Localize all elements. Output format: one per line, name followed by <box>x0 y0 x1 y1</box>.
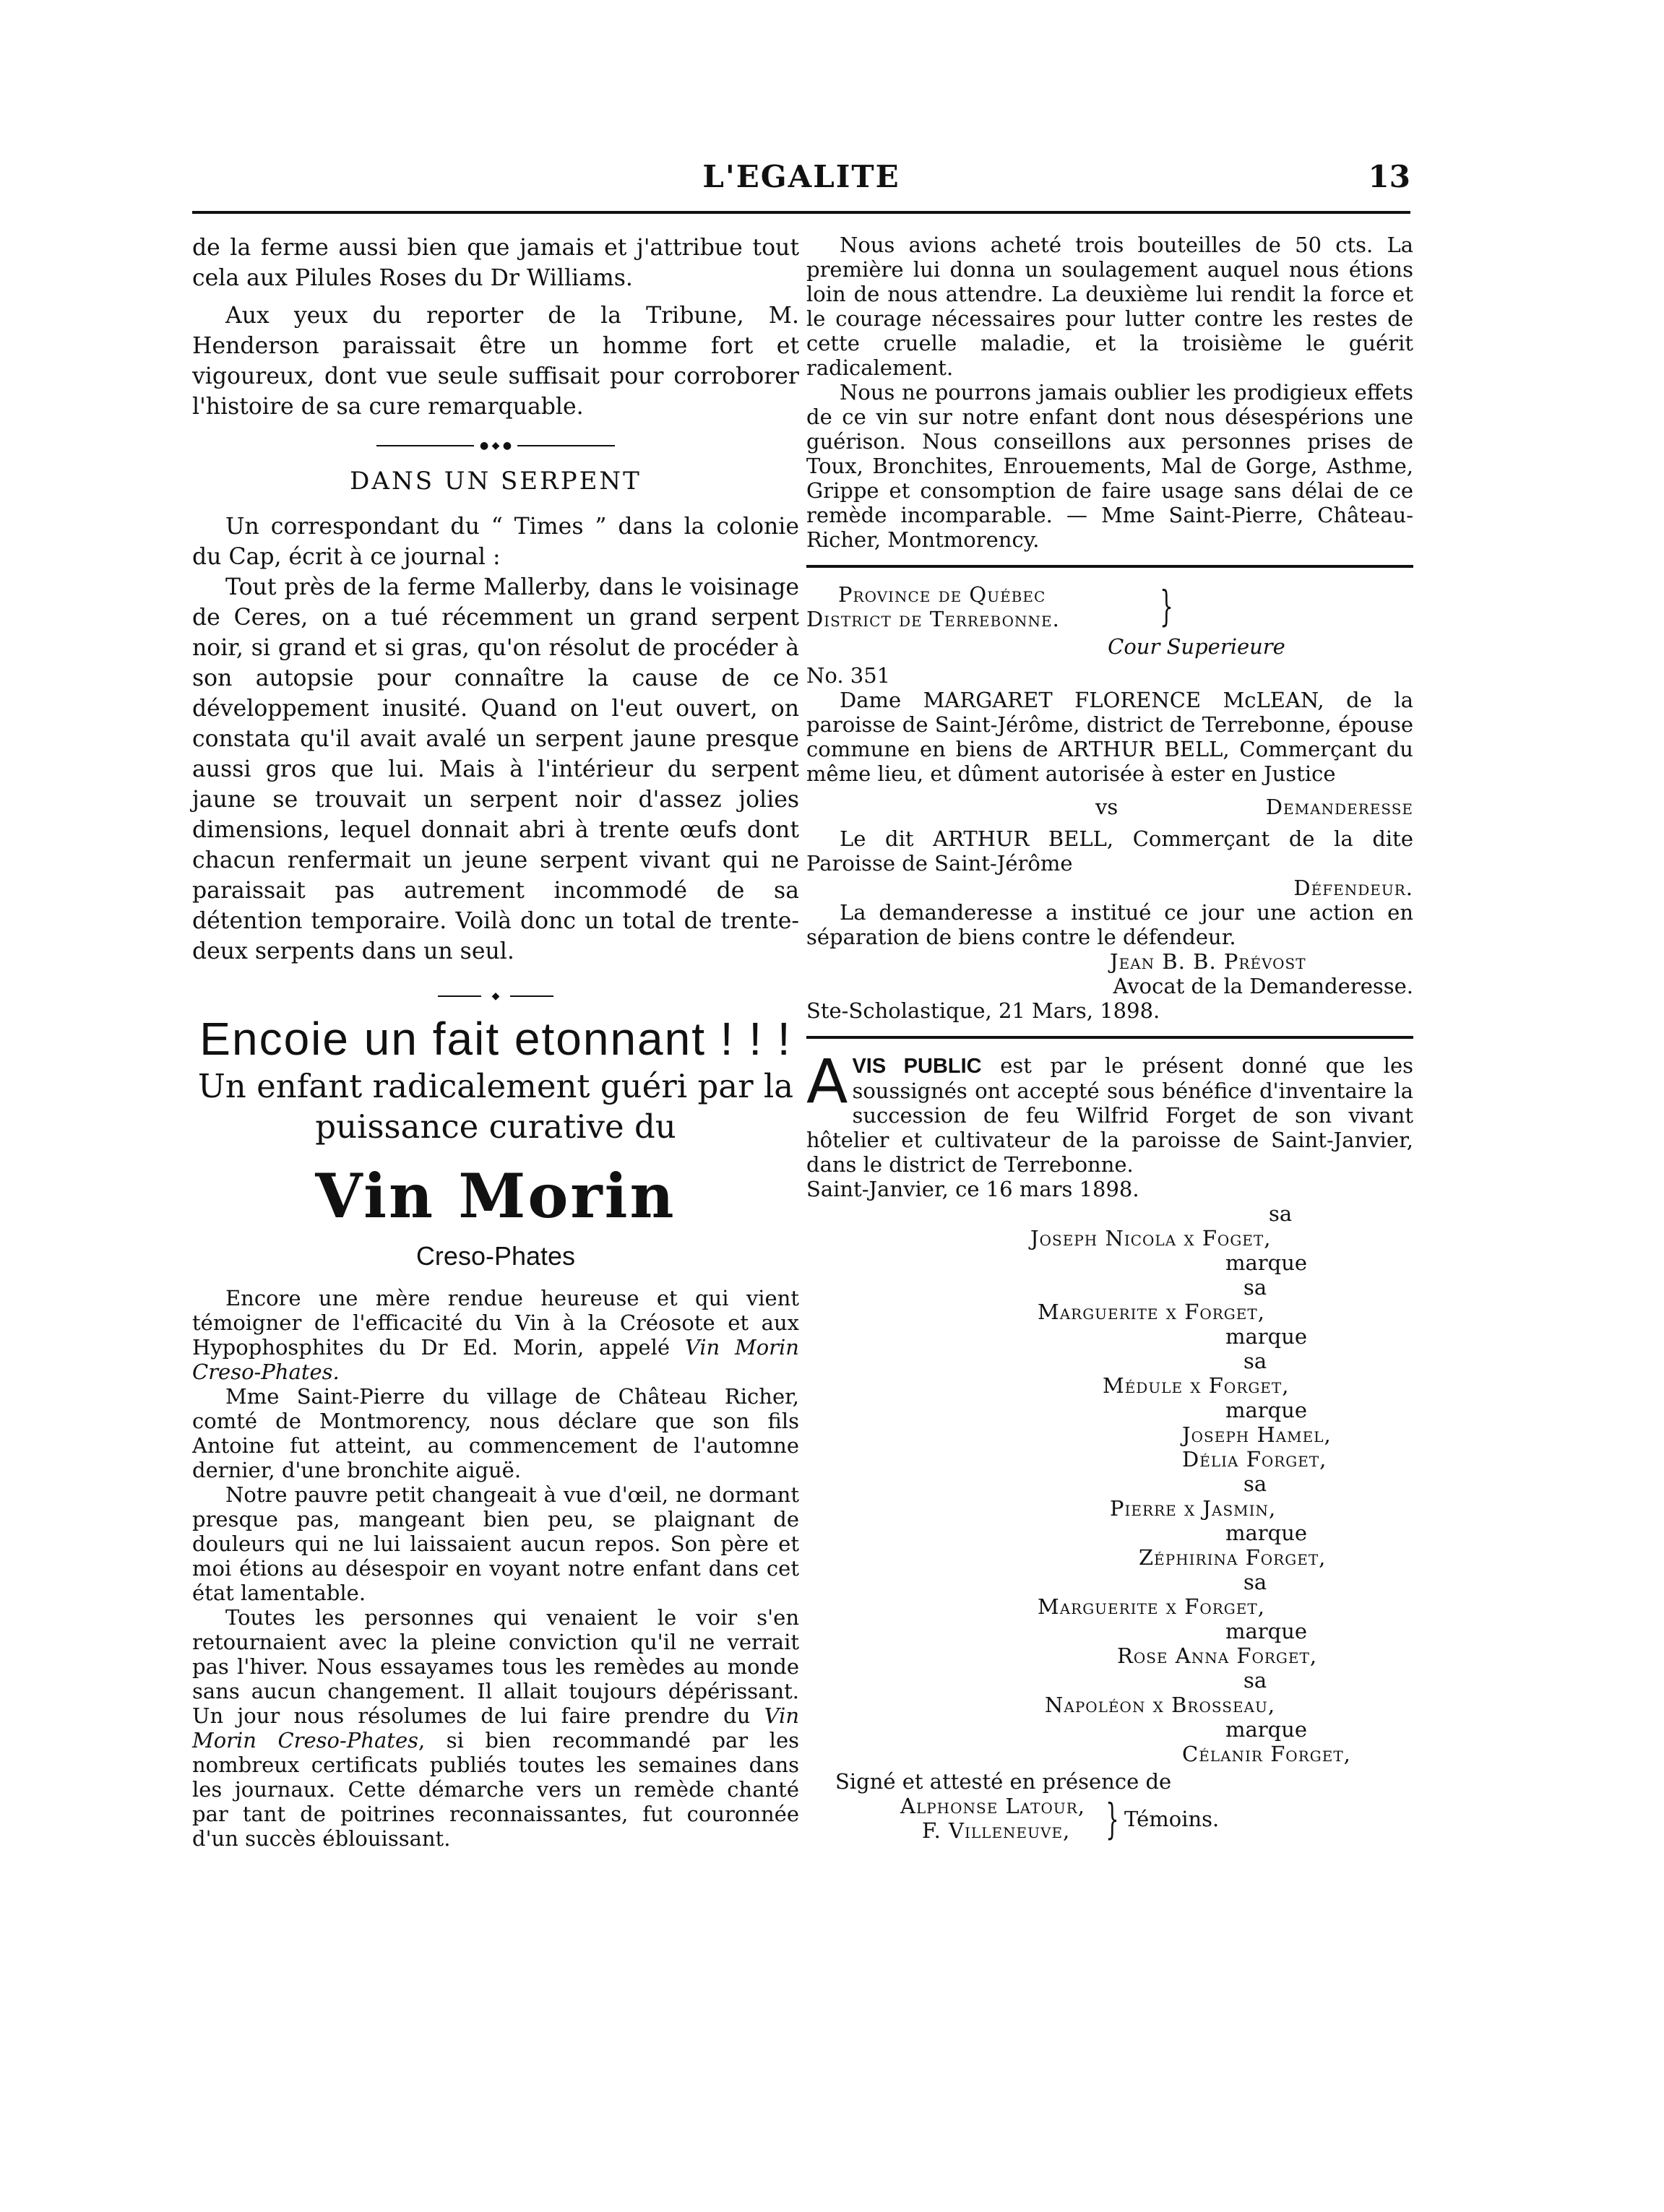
brace-icon-2: } <box>1105 1794 1119 1844</box>
signature-line: Joseph Hamel, <box>1182 1422 1332 1447</box>
court-province: Province de Québec <box>838 582 1046 607</box>
ad-brand-name: Vin Morin <box>315 1160 676 1232</box>
serpent-paragraph-2: Tout près de la ferme Mallerby, dans le voisinage de Ceres, on a tué récemment un grand serpent noir, si grand et si gras, qu'on résolut de procéder à son autopsie pour connaître la cause de ce développement inusité. Quand on l'eut ouvert, on constata qu'il avait avalé un serpent jaune presque aussi gros que lui. Mais à l'intérieur du serpent jaune se trouvait un serpent noir d'assez jolies dimensions, lequel donnait abri à trente œufs dont chacun renfermait un jeune serpent vivant qui ne paraissait pas autrement incommodé de sa détention temporaire. Voilà donc un total de trente-deux serpents dans un seul. <box>192 574 799 964</box>
court-date: Ste-Scholastique, 21 Mars, 1898. <box>806 998 1160 1023</box>
defendant-text: Le dit ARTHUR BELL, Commerçant de la dite Paroisse de Saint-Jérôme <box>806 826 1413 876</box>
avis-dropcap: A <box>806 1046 848 1117</box>
ad-continuation-1: Nous avions acheté trois bouteilles de 50 cts. La première lui donna un soulagement auquel nous étions loin de nous attendre. La deuxième lui rendit la force et le courage nécessaires pour lutter contre les restes de cette cruelle maladie, et la troisième le guérit radicalement. <box>806 233 1413 380</box>
brace-icon: } <box>1160 582 1173 631</box>
signature-line: sa <box>1243 1275 1267 1300</box>
court-name: Cour Superieure <box>1108 634 1285 659</box>
signature-line: Rose Anna Forget, <box>1117 1643 1318 1668</box>
court-header <box>806 582 1413 634</box>
signature-line: Médule x Forget, <box>1103 1373 1290 1398</box>
versus-label: vs <box>1095 795 1118 819</box>
serpent-paragraph-1: Un correspondant du “ Times ” dans la colonie du Cap, écrit à ce journal : <box>192 514 799 570</box>
vin-morin-ad <box>192 1011 799 1273</box>
ad-product-name: Creso-Phates <box>415 1241 576 1271</box>
court-notice <box>806 582 1413 1023</box>
header-rule <box>192 211 1410 214</box>
signature-line: marque <box>1225 1717 1308 1742</box>
page-number: 13 <box>1368 159 1410 194</box>
lawyer-title: Avocat de la Demanderesse. <box>1113 974 1413 998</box>
signature-line: Pierre x Jasmin, <box>1110 1496 1277 1521</box>
signature-line: Marguerite x Forget, <box>1038 1300 1265 1324</box>
ad-headline: Encoie un fait etonnant ! ! ! <box>199 1013 792 1065</box>
ad-subheadline: Un enfant radicalement guéri par la puissance curative du <box>197 1067 794 1146</box>
plaintiff-text: Dame MARGARET FLORENCE McLEAN, de la paroisse de Saint-Jérôme, district de Terrebonne, épouse commune en biens de ARTHUR BELL, Commerçant du même lieu, et dûment autorisée à ester en Justice <box>806 688 1413 786</box>
ad-continuation-2: Nous ne pourrons jamais oublier les prodigieux effets de ce vin sur notre enfant dont nous désespérions une guérison. Nous conseillons aux personnes prises de Toux, Bronchites, Enrouements, Mal de Gorge, Asthme, Grippe et consomption de faire usage sans délai de ce remède incomparable. — Mme Saint-Pierre, Château-Richer, Montmorency. <box>806 380 1413 552</box>
signature-line: marque <box>1225 1521 1308 1545</box>
right-column <box>806 233 1413 1849</box>
signature-line: Napoléon x Brosseau, <box>1045 1693 1276 1717</box>
signature-line: marque <box>1225 1324 1308 1349</box>
ad-paragraph-4: Toutes les personnes qui venaient le voir s'en retournaient avec la pleine conviction qu'il ne verrait pas l'hiver. Nous essayames tous les remèdes au monde sans aucun changement. Il allait toujours dépérissant. Un jour nous résolumes de lui faire prendre du Vin Morin Creso-Phates, si bien recommandé par les nombreux certificats publiés toutes les semaines dans les journaux. Cette démarche vers un remède chanté par tant de poitrines reconnaissantes, fut couronnée d'un succès éblouissant. <box>192 1605 799 1851</box>
witness-2: F. Villeneuve, <box>922 1818 1071 1843</box>
intro-paragraph-1: de la ferme aussi bien que jamais et j'attribue tout cela aux Pilules Roses du Dr Williams. <box>192 235 799 291</box>
avis-public <box>806 1046 1413 1201</box>
case-number: No. 351 <box>806 663 891 688</box>
journal-title: L'EGALITE <box>702 159 900 194</box>
ad-paragraph-2: Mme Saint-Pierre du village de Château Richer, comté de Montmorency, nous déclare que son fils Antoine fut atteint, au commencement de l'automne dernier, d'une bronchite aiguë. <box>192 1384 799 1482</box>
avis-text: AVIS PUBLIC est par le présent donné que les soussignés ont accepté sous bénéfice d'inventaire la succession de feu Wilfrid Forget de son vivant hôtelier et cultivateur de la paroisse de Saint-Janvier, dans le district de Terrebonne. <box>806 1046 1413 1177</box>
witness-block <box>806 1769 1413 1849</box>
signature-line: Joseph Nicola x Foget, <box>1030 1226 1272 1250</box>
witness-label: Témoins. <box>1124 1807 1220 1831</box>
signature-line: sa <box>1269 1201 1293 1226</box>
page-header <box>192 159 1410 209</box>
signature-line: marque <box>1225 1250 1308 1275</box>
section-rule-1 <box>806 565 1413 568</box>
signature-list <box>806 1201 1413 1766</box>
signature-line: Délia Forget, <box>1182 1447 1327 1472</box>
signature-line: sa <box>1243 1472 1267 1496</box>
lawyer-name: Jean B. B. Prévost <box>1110 949 1306 974</box>
signature-line: sa <box>1243 1570 1267 1594</box>
separator-ornament-2: ◆ <box>438 991 553 1001</box>
intro-paragraph-2: Aux yeux du reporter de la Tribune, M. Henderson paraissait être un homme fort et vigoureux, dont vue seule suffisait pour corroborer l'histoire de sa cure remarquable. <box>192 303 799 420</box>
signature-line: sa <box>1243 1349 1267 1373</box>
signature-line: marque <box>1225 1398 1308 1422</box>
signature-line: Marguerite x Forget, <box>1038 1594 1265 1619</box>
signature-line: Zéphirina Forget, <box>1139 1545 1327 1570</box>
defendant-role: Défendeur. <box>1293 876 1413 900</box>
court-district: District de Terrebonne. <box>806 607 1060 631</box>
left-column <box>192 233 799 1851</box>
separator-ornament: ● ◆ ● <box>376 441 615 451</box>
ad-paragraph-1: Encore une mère rendue heureuse et qui vient témoigner de l'efficacité du Vin à la Créosote et aux Hypophosphites du Dr Ed. Morin, appelé Vin Morin Creso-Phates. <box>192 1286 799 1384</box>
section-rule-2 <box>806 1036 1413 1039</box>
action-text: La demanderesse a institué ce jour une action en séparation de biens contre le défendeur. <box>806 900 1413 949</box>
plaintiff-role: Demanderesse <box>1265 795 1413 819</box>
witness-1: Alphonse Latour, <box>900 1794 1086 1818</box>
witness-line: Signé et attesté en présence de <box>835 1769 1172 1794</box>
serpent-title: DANS UN SERPENT <box>350 467 642 496</box>
avis-date: Saint-Janvier, ce 16 mars 1898. <box>806 1177 1139 1201</box>
ad-paragraph-3: Notre pauvre petit changeait à vue d'œil, ne dormant presque pas, mangeant bien peu, se plaignant de douleurs qui ne lui laissaient aucun repos. Son père et moi étions au désespoir en voyant notre enfant dans cet état lamentable. <box>192 1482 799 1605</box>
versus-line <box>806 795 1413 826</box>
signature-line: sa <box>1243 1668 1267 1693</box>
signature-line: marque <box>1225 1619 1308 1643</box>
signature-line: Célanir Forget, <box>1182 1742 1351 1766</box>
